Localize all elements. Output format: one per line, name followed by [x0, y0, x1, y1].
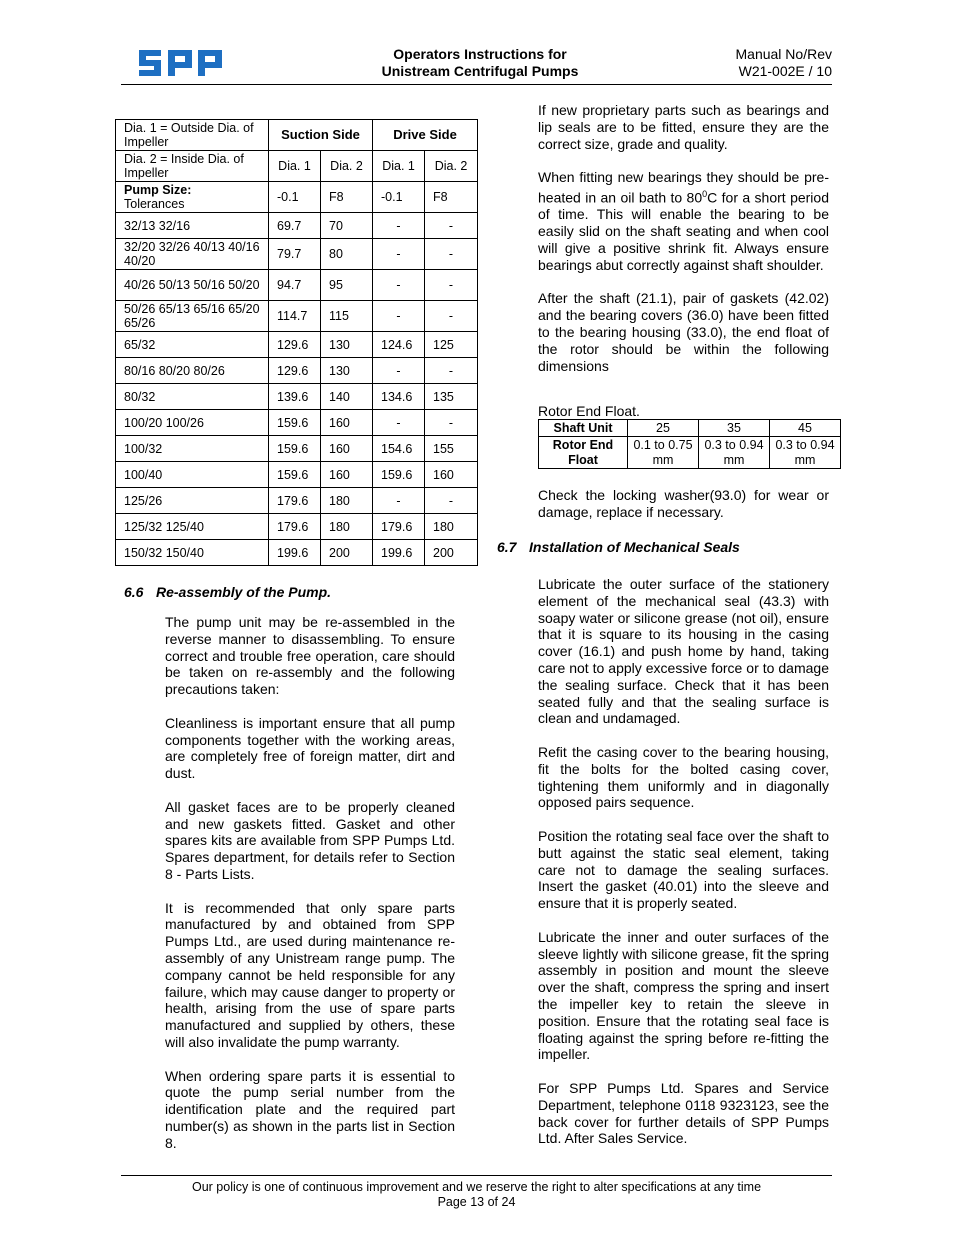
paragraph: Refit the casing cover to the bearing housing, fit the bolts for the bolted casing cover, tightening them uniformly and in diagonally opposed pairs sequence. — [538, 743, 829, 811]
section-6-7-body — [538, 576, 829, 1164]
header-divider — [121, 84, 832, 85]
drive-dia1-cell: - — [373, 301, 425, 332]
pump-size-header — [116, 182, 269, 213]
spp-logo — [137, 46, 225, 80]
suction-dia2-cell: 115 — [321, 301, 373, 332]
suction-dia1-cell: 129.6 — [269, 358, 321, 384]
pump-size-cell: 65/32 — [116, 332, 269, 358]
table-row — [116, 514, 478, 540]
paragraph: For SPP Pumps Ltd. Spares and Service Department, telephone 0118 9323123, see the back cover for further details of SPP Pumps Ltd. After Sales Service. — [538, 1079, 829, 1147]
impeller-dimension-table — [115, 119, 478, 566]
dia1-note: Dia. 1 = Outside Dia. of Impeller — [116, 120, 269, 151]
drive-dia1-cell: 159.6 — [373, 462, 425, 488]
pump-size-cell: 32/13 32/16 — [116, 213, 269, 239]
drive-dia2-cell: 125 — [425, 332, 478, 358]
suction-dia2-cell: 200 — [321, 540, 373, 566]
drive-dia1-cell: 199.6 — [373, 540, 425, 566]
drive-dia2-cell: 180 — [425, 514, 478, 540]
suction-dia2-header: Dia. 2 — [321, 151, 373, 182]
suction-dia2-cell: 140 — [321, 384, 373, 410]
pump-size-cell: 80/32 — [116, 384, 269, 410]
drive-dia2-cell: - — [425, 270, 478, 301]
footer — [121, 1180, 832, 1209]
float-value: 0.1 to 0.75 mm — [628, 437, 699, 469]
shaft-unit-value: 35 — [699, 420, 770, 437]
drive-dia1-cell: - — [373, 239, 425, 270]
tolerance-cell: F8 — [425, 182, 478, 213]
suction-dia2-cell: 160 — [321, 436, 373, 462]
table-row — [116, 436, 478, 462]
drive-dia2-cell: - — [425, 358, 478, 384]
section-number: 6.6 — [124, 584, 144, 600]
pump-size-cell: 125/26 — [116, 488, 269, 514]
table-row — [116, 410, 478, 436]
pump-size-cell: 100/20 100/26 — [116, 410, 269, 436]
suction-side-header: Suction Side — [269, 120, 373, 151]
suction-dia1-cell: 159.6 — [269, 462, 321, 488]
suction-dia2-cell: 80 — [321, 239, 373, 270]
policy-statement: Our policy is one of continuous improvement and we reserve the right to alter specifications at any time — [191, 1180, 762, 1194]
suction-dia1-cell: 69.7 — [269, 213, 321, 239]
drive-dia1-cell: - — [373, 213, 425, 239]
suction-dia2-cell: 130 — [321, 332, 373, 358]
shaft-unit-value: 25 — [628, 420, 699, 437]
table-row — [116, 540, 478, 566]
pump-size-cell: 40/26 50/13 50/16 50/20 — [116, 270, 269, 301]
tolerances-label: Tolerances — [124, 197, 185, 211]
paragraph: When ordering spare parts it is essential to quote the pump serial number from the identification plate and the required part number(s) as shown in the parts list in Section 8. — [165, 1067, 455, 1151]
suction-dia2-cell: 160 — [321, 462, 373, 488]
title-line-1: Operators Instructions for — [393, 46, 567, 62]
drive-dia2-cell: 135 — [425, 384, 478, 410]
bearing-instructions — [538, 102, 829, 391]
section-6-6-heading — [124, 584, 331, 600]
locking-washer-note — [538, 487, 829, 537]
section-number: 6.7 — [497, 539, 517, 555]
paragraph: Position the rotating seal face over the shaft to butt against the static seal element, taking care not to damage the sealing surfaces. Insert the gasket (40.01) into the sleeve and ensure that it is properly seated. — [538, 827, 829, 912]
suction-dia1-cell: 179.6 — [269, 514, 321, 540]
suction-dia2-cell: 160 — [321, 410, 373, 436]
superscript: 0 — [702, 188, 708, 199]
paragraph — [538, 169, 829, 273]
pump-size-cell: 150/32 150/40 — [116, 540, 269, 566]
section-6-7-heading — [497, 539, 740, 555]
drive-dia2-cell: - — [425, 239, 478, 270]
rotor-end-float-label: Rotor End Float. — [538, 403, 640, 419]
suction-dia1-cell: 179.6 — [269, 488, 321, 514]
suction-dia2-cell: 130 — [321, 358, 373, 384]
suction-dia1-cell: 139.6 — [269, 384, 321, 410]
drive-dia2-cell: - — [425, 410, 478, 436]
section-title: Installation of Mechanical Seals — [529, 539, 740, 555]
drive-dia2-cell: 160 — [425, 462, 478, 488]
footer-divider — [121, 1175, 832, 1176]
pump-size-cell: 50/26 65/13 65/16 65/20 65/26 — [116, 301, 269, 332]
dimension-rows — [116, 213, 478, 566]
suction-dia1-cell: 199.6 — [269, 540, 321, 566]
drive-dia1-cell: - — [373, 488, 425, 514]
table-row — [116, 462, 478, 488]
shaft-unit-header: Shaft Unit — [539, 420, 628, 437]
manual-value: W21-002E / 10 — [738, 63, 832, 79]
manual-label: Manual No/Rev — [735, 46, 832, 62]
drive-dia2-cell: - — [425, 301, 478, 332]
table-row — [116, 384, 478, 410]
drive-dia1-cell: 134.6 — [373, 384, 425, 410]
text-part: C for a short period of time. This will enable the bearing to be easily slid on the shaft seating and when cool will give a positive shrink fit. Always ensure bearings abut correctly against shaft shoulder. — [538, 189, 829, 273]
suction-dia1-cell: 79.7 — [269, 239, 321, 270]
drive-dia1-cell: 179.6 — [373, 514, 425, 540]
drive-dia1-cell: 124.6 — [373, 332, 425, 358]
drive-dia2-cell: - — [425, 213, 478, 239]
pump-size-cell: 32/20 32/26 40/13 40/16 40/20 — [116, 239, 269, 270]
manual-number — [640, 46, 832, 80]
suction-dia1-header: Dia. 1 — [269, 151, 321, 182]
suction-dia2-cell: 180 — [321, 514, 373, 540]
shaft-unit-value: 45 — [770, 420, 841, 437]
drive-dia2-cell: 155 — [425, 436, 478, 462]
paragraph: Lubricate the outer surface of the stationery element of the mechanical seal (43.3) with soapy water or silicone grease (not oil), ensure that it is square to its housing in the casing cover (16.1) and push home by hand, taking care not to apply excessive force or to damage the sealing surface. Check that it has been seated fully and that the sealing surface is clean and undamaged. — [538, 576, 829, 727]
section-6-6-body — [165, 614, 455, 1168]
drive-dia1-header: Dia. 1 — [373, 151, 425, 182]
dia2-note: Dia. 2 = Inside Dia. of Impeller — [116, 151, 269, 182]
paragraph: All gasket faces are to be properly cleaned and new gaskets fitted. Gasket and other spares kits are available from SPP Pumps Ltd. Spares department, for details refer to Section 8 - Parts Lists. — [165, 798, 455, 882]
float-value: 0.3 to 0.94 mm — [770, 437, 841, 469]
table-row — [116, 239, 478, 270]
suction-dia1-cell: 159.6 — [269, 436, 321, 462]
paragraph: Cleanliness is important ensure that all pump components together with the working areas, are completely free of foreign matter, dirt and dust. — [165, 714, 455, 782]
title-line-2: Unistream Centrifugal Pumps — [381, 63, 579, 79]
drive-dia1-cell: - — [373, 270, 425, 301]
paragraph: Check the locking washer(93.0) for wear or damage, replace if necessary. — [538, 487, 829, 520]
suction-dia2-cell: 95 — [321, 270, 373, 301]
suction-dia2-cell: 180 — [321, 488, 373, 514]
suction-dia1-cell: 94.7 — [269, 270, 321, 301]
pump-size-cell: 80/16 80/20 80/26 — [116, 358, 269, 384]
suction-dia1-cell: 159.6 — [269, 410, 321, 436]
suction-dia1-cell: 129.6 — [269, 332, 321, 358]
paragraph: If new proprietary parts such as bearings and lip seals are to be fitted, ensure they are the correct size, grade and quality. — [538, 102, 829, 152]
suction-dia2-cell: 70 — [321, 213, 373, 239]
drive-dia2-header: Dia. 2 — [425, 151, 478, 182]
table-row — [116, 213, 478, 239]
pump-size-cell: 100/40 — [116, 462, 269, 488]
page-number: Page 13 of 24 — [437, 1194, 516, 1209]
section-title: Re-assembly of the Pump. — [156, 584, 332, 600]
table-row — [116, 270, 478, 301]
drive-dia1-cell: - — [373, 358, 425, 384]
table-row — [116, 358, 478, 384]
paragraph: After the shaft (21.1), pair of gaskets (42.02) and the bearing covers (36.0) have been fitted to the bearing housing (33.0), the end float of the rotor should be within the following dimensions — [538, 290, 829, 374]
tolerance-cell: -0.1 — [373, 182, 425, 213]
paragraph: It is recommended that only spare parts manufactured by and obtained from SPP Pumps Ltd., are used during maintenance re-assembly of any Unistream range pump. The company cannot be held responsible for any failure, which may cause danger to property or health, arising from the use of spare parts manufactured and supplied by others, these will also invalidate the pump warranty. — [165, 899, 455, 1050]
drive-side-header: Drive Side — [373, 120, 478, 151]
document-title — [330, 46, 630, 80]
drive-dia2-cell: - — [425, 488, 478, 514]
table-row — [116, 488, 478, 514]
table-row — [116, 301, 478, 332]
pump-size-cell: 125/32 125/40 — [116, 514, 269, 540]
pump-size-label: Pump Size: — [124, 183, 192, 197]
float-value: 0.3 to 0.94 mm — [699, 437, 770, 469]
suction-dia1-cell: 114.7 — [269, 301, 321, 332]
drive-dia1-cell: - — [373, 410, 425, 436]
table-row — [116, 332, 478, 358]
drive-dia1-cell: 154.6 — [373, 436, 425, 462]
paragraph: The pump unit may be re-assembled in the reverse manner to disassembling. To ensure correct and trouble free operation, care should be taken on re-assembly and the following precautions taken: — [165, 614, 455, 698]
pump-size-cell: 100/32 — [116, 436, 269, 462]
tolerance-cell: -0.1 — [269, 182, 321, 213]
rotor-end-float-table — [538, 419, 841, 469]
rotor-end-float-header: Rotor End Float — [539, 437, 628, 469]
tolerance-cell: F8 — [321, 182, 373, 213]
text-part: When fitting new bearings they should be pre-heated in an oil bath to 80 — [538, 169, 829, 206]
paragraph: Lubricate the inner and outer surfaces of the sleeve lightly with silicone grease, fit the spring assembly in position and mount the sleeve over the shaft, compress the spring and insert the impeller key to retain the sleeve in position. Ensure that the rotating seal face is floating against the spring before re-fitting the impeller. — [538, 928, 829, 1063]
drive-dia2-cell: 200 — [425, 540, 478, 566]
